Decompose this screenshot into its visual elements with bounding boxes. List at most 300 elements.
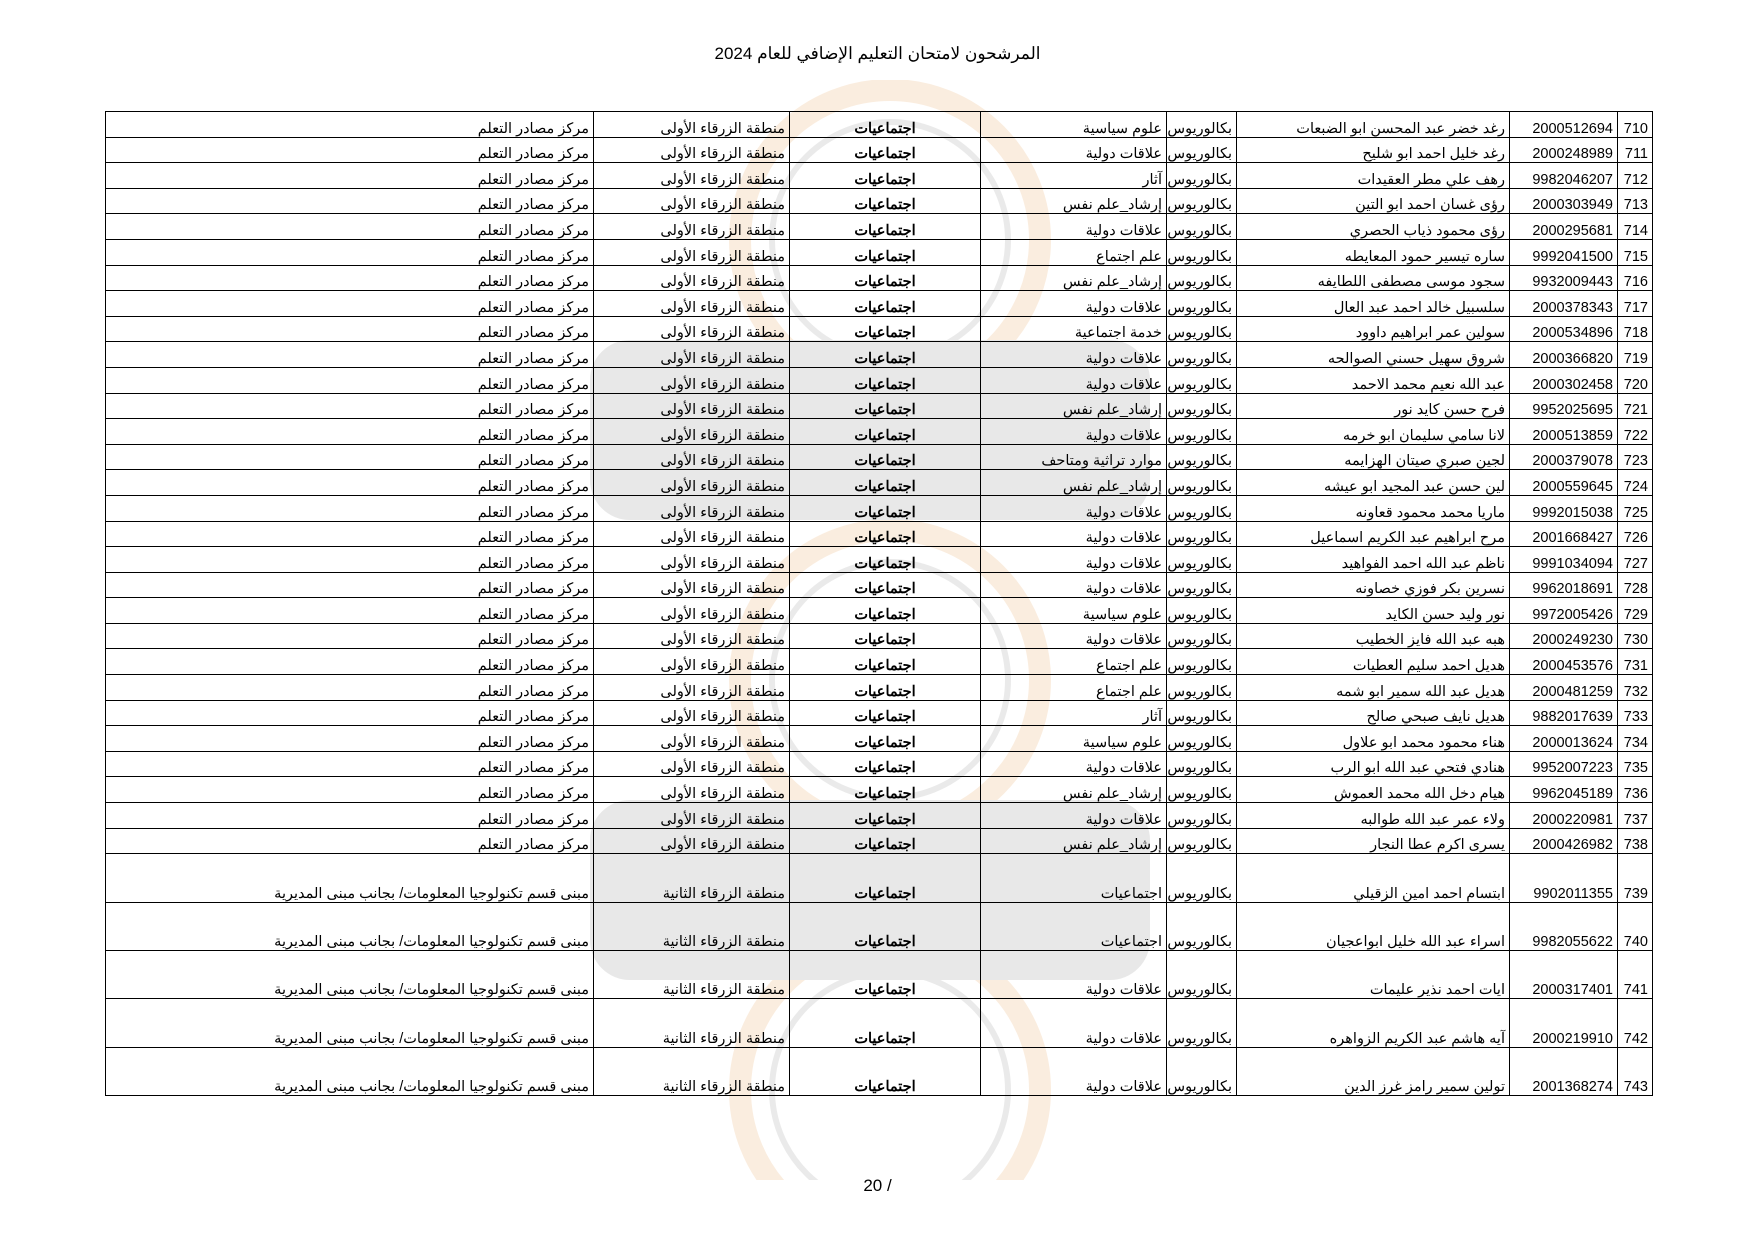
candidate-name-cell: هيام دخل الله محمد العموش <box>1237 777 1510 803</box>
major-cell: اجتماعيات <box>981 854 1167 902</box>
candidate-name-cell: رهف علي مطر العقيدات <box>1237 163 1510 189</box>
degree-cell: بكالوريوس <box>1167 214 1237 240</box>
major-cell: علاقات دولية <box>981 751 1167 777</box>
degree-cell: بكالوريوس <box>1167 291 1237 317</box>
exam-center-cell: مركز مصادر التعلم <box>106 112 594 138</box>
table-row <box>106 598 1653 624</box>
table-row <box>106 470 1653 496</box>
degree-cell: بكالوريوس <box>1167 470 1237 496</box>
region-cell: منطقة الزرقاء الأولى <box>594 572 790 598</box>
table-row <box>106 342 1653 368</box>
candidate-name-cell: هديل عبد الله سمير ابو شمه <box>1237 675 1510 701</box>
exam-center-cell: مركز مصادر التعلم <box>106 751 594 777</box>
national-id-cell: 9882017639 <box>1510 700 1618 726</box>
exam-field-cell: اجتماعيات <box>790 854 981 902</box>
table-row <box>106 419 1653 445</box>
row-number-cell: 711 <box>1618 137 1653 163</box>
exam-center-cell: مركز مصادر التعلم <box>106 572 594 598</box>
region-cell: منطقة الزرقاء الثانية <box>594 854 790 902</box>
major-cell: علاقات دولية <box>981 342 1167 368</box>
row-number-cell: 718 <box>1618 316 1653 342</box>
region-cell: منطقة الزرقاء الأولى <box>594 291 790 317</box>
exam-center-cell: مركز مصادر التعلم <box>106 649 594 675</box>
degree-cell: بكالوريوس <box>1167 803 1237 829</box>
table-row <box>106 547 1653 573</box>
exam-field-cell: اجتماعيات <box>790 521 981 547</box>
table-row <box>106 828 1653 854</box>
degree-cell: بكالوريوس <box>1167 112 1237 138</box>
major-cell: علاقات دولية <box>981 367 1167 393</box>
national-id-cell: 9952007223 <box>1510 751 1618 777</box>
row-number-cell: 721 <box>1618 393 1653 419</box>
candidate-name-cell: يسرى اكرم عطا النجار <box>1237 828 1510 854</box>
exam-center-cell: مركز مصادر التعلم <box>106 342 594 368</box>
region-cell: منطقة الزرقاء الأولى <box>594 726 790 752</box>
major-cell: علم اجتماع <box>981 239 1167 265</box>
region-cell: منطقة الزرقاء الأولى <box>594 316 790 342</box>
exam-center-cell: مركز مصادر التعلم <box>106 547 594 573</box>
row-number-cell: 719 <box>1618 342 1653 368</box>
region-cell: منطقة الزرقاء الثانية <box>594 1047 790 1095</box>
region-cell: منطقة الزرقاء الأولى <box>594 649 790 675</box>
candidate-name-cell: مرح ابراهيم عبد الكريم اسماعيل <box>1237 521 1510 547</box>
row-number-cell: 726 <box>1618 521 1653 547</box>
degree-cell: بكالوريوس <box>1167 828 1237 854</box>
national-id-cell: 2000534896 <box>1510 316 1618 342</box>
major-cell: علوم سياسية <box>981 726 1167 752</box>
candidate-name-cell: هبه عبد الله فايز الخطيب <box>1237 623 1510 649</box>
region-cell: منطقة الزرقاء الأولى <box>594 700 790 726</box>
table-row <box>106 649 1653 675</box>
region-cell: منطقة الزرقاء الثانية <box>594 951 790 999</box>
table-row <box>106 854 1653 902</box>
table-row <box>106 316 1653 342</box>
row-number-cell: 712 <box>1618 163 1653 189</box>
degree-cell: بكالوريوس <box>1167 1047 1237 1095</box>
exam-center-cell: مركز مصادر التعلم <box>106 598 594 624</box>
national-id-cell: 9962045189 <box>1510 777 1618 803</box>
table-row <box>106 902 1653 950</box>
degree-cell: بكالوريوس <box>1167 342 1237 368</box>
exam-field-cell: اجتماعيات <box>790 572 981 598</box>
row-number-cell: 722 <box>1618 419 1653 445</box>
degree-cell: بكالوريوس <box>1167 239 1237 265</box>
exam-field-cell: اجتماعيات <box>790 751 981 777</box>
table-row <box>106 291 1653 317</box>
degree-cell: بكالوريوس <box>1167 902 1237 950</box>
degree-cell: بكالوريوس <box>1167 649 1237 675</box>
exam-field-cell: اجتماعيات <box>790 675 981 701</box>
exam-center-cell: مركز مصادر التعلم <box>106 188 594 214</box>
row-number-cell: 715 <box>1618 239 1653 265</box>
region-cell: منطقة الزرقاء الأولى <box>594 342 790 368</box>
major-cell: آثار <box>981 700 1167 726</box>
degree-cell: بكالوريوس <box>1167 726 1237 752</box>
degree-cell: بكالوريوس <box>1167 495 1237 521</box>
exam-field-cell: اجتماعيات <box>790 214 981 240</box>
table-row <box>106 137 1653 163</box>
region-cell: منطقة الزرقاء الأولى <box>594 367 790 393</box>
national-id-cell: 2000220981 <box>1510 803 1618 829</box>
table-row <box>106 951 1653 999</box>
major-cell: علاقات دولية <box>981 623 1167 649</box>
exam-center-cell: مركز مصادر التعلم <box>106 419 594 445</box>
candidate-name-cell: سجود موسى مصطفى اللطايفه <box>1237 265 1510 291</box>
exam-field-cell: اجتماعيات <box>790 828 981 854</box>
exam-field-cell: اجتماعيات <box>790 137 981 163</box>
region-cell: منطقة الزرقاء الثانية <box>594 999 790 1047</box>
table-row <box>106 572 1653 598</box>
national-id-cell: 2000513859 <box>1510 419 1618 445</box>
major-cell: إرشاد_علم نفس <box>981 777 1167 803</box>
exam-center-cell: مركز مصادر التعلم <box>106 777 594 803</box>
region-cell: منطقة الزرقاء الأولى <box>594 137 790 163</box>
table-row <box>106 495 1653 521</box>
row-number-cell: 728 <box>1618 572 1653 598</box>
candidate-name-cell: لين حسن عبد المجيد ابو عيشه <box>1237 470 1510 496</box>
region-cell: منطقة الزرقاء الأولى <box>594 751 790 777</box>
row-number-cell: 735 <box>1618 751 1653 777</box>
national-id-cell: 2000013624 <box>1510 726 1618 752</box>
region-cell: منطقة الزرقاء الأولى <box>594 598 790 624</box>
table-row <box>106 521 1653 547</box>
region-cell: منطقة الزرقاء الأولى <box>594 547 790 573</box>
region-cell: منطقة الزرقاء الأولى <box>594 112 790 138</box>
national-id-cell: 2001368274 <box>1510 1047 1618 1095</box>
region-cell: منطقة الزرقاء الأولى <box>594 188 790 214</box>
national-id-cell: 2000453576 <box>1510 649 1618 675</box>
row-number-cell: 724 <box>1618 470 1653 496</box>
row-number-cell: 742 <box>1618 999 1653 1047</box>
table-row <box>106 188 1653 214</box>
row-number-cell: 710 <box>1618 112 1653 138</box>
row-number-cell: 741 <box>1618 951 1653 999</box>
region-cell: منطقة الزرقاء الأولى <box>594 777 790 803</box>
major-cell: علم اجتماع <box>981 649 1167 675</box>
exam-field-cell: اجتماعيات <box>790 547 981 573</box>
candidate-name-cell: عبد الله نعيم محمد الاحمد <box>1237 367 1510 393</box>
degree-cell: بكالوريوس <box>1167 777 1237 803</box>
degree-cell: بكالوريوس <box>1167 265 1237 291</box>
exam-field-cell: اجتماعيات <box>790 999 981 1047</box>
exam-field-cell: اجتماعيات <box>790 163 981 189</box>
candidate-name-cell: هنادي فتحي عبد الله ابو الرب <box>1237 751 1510 777</box>
exam-field-cell: اجتماعيات <box>790 188 981 214</box>
national-id-cell: 2000426982 <box>1510 828 1618 854</box>
exam-field-cell: اجتماعيات <box>790 342 981 368</box>
exam-field-cell: اجتماعيات <box>790 803 981 829</box>
major-cell: إرشاد_علم نفس <box>981 470 1167 496</box>
table-row <box>106 393 1653 419</box>
candidate-name-cell: رغد خضر عبد المحسن ابو الضبعات <box>1237 112 1510 138</box>
exam-center-cell: مركز مصادر التعلم <box>106 316 594 342</box>
candidate-name-cell: شروق سهيل حسني الصوالحه <box>1237 342 1510 368</box>
exam-center-cell: مركز مصادر التعلم <box>106 828 594 854</box>
major-cell: إرشاد_علم نفس <box>981 393 1167 419</box>
region-cell: منطقة الزرقاء الأولى <box>594 803 790 829</box>
degree-cell: بكالوريوس <box>1167 444 1237 470</box>
exam-center-cell: مركز مصادر التعلم <box>106 265 594 291</box>
candidate-name-cell: سولين عمر ابراهيم داوود <box>1237 316 1510 342</box>
exam-center-cell: مركز مصادر التعلم <box>106 239 594 265</box>
major-cell: علاقات دولية <box>981 214 1167 240</box>
major-cell: علاقات دولية <box>981 1047 1167 1095</box>
degree-cell: بكالوريوس <box>1167 521 1237 547</box>
exam-center-cell: مركز مصادر التعلم <box>106 521 594 547</box>
exam-center-cell: مركز مصادر التعلم <box>106 470 594 496</box>
exam-center-cell: مركز مصادر التعلم <box>106 726 594 752</box>
table-row <box>106 675 1653 701</box>
row-number-cell: 723 <box>1618 444 1653 470</box>
table-row <box>106 751 1653 777</box>
degree-cell: بكالوريوس <box>1167 598 1237 624</box>
row-number-cell: 716 <box>1618 265 1653 291</box>
exam-field-cell: اجتماعيات <box>790 393 981 419</box>
national-id-cell: 2000249230 <box>1510 623 1618 649</box>
national-id-cell: 9982055622 <box>1510 902 1618 950</box>
exam-center-cell: مركز مصادر التعلم <box>106 367 594 393</box>
row-number-cell: 734 <box>1618 726 1653 752</box>
candidate-name-cell: هديل نايف صبحي صالح <box>1237 700 1510 726</box>
candidate-name-cell: هديل احمد سليم العطيات <box>1237 649 1510 675</box>
exam-center-cell: مركز مصادر التعلم <box>106 137 594 163</box>
table-row <box>106 1047 1653 1095</box>
row-number-cell: 738 <box>1618 828 1653 854</box>
candidate-name-cell: اسراء عبد الله خليل ابواعجيان <box>1237 902 1510 950</box>
national-id-cell: 2000379078 <box>1510 444 1618 470</box>
degree-cell: بكالوريوس <box>1167 316 1237 342</box>
page-title: المرشحون لامتحان التعليم الإضافي للعام 2024 <box>714 44 1041 63</box>
national-id-cell: 2000303949 <box>1510 188 1618 214</box>
exam-field-cell: اجتماعيات <box>790 649 981 675</box>
candidate-name-cell: سلسبيل خالد احمد عبد العال <box>1237 291 1510 317</box>
row-number-cell: 713 <box>1618 188 1653 214</box>
row-number-cell: 720 <box>1618 367 1653 393</box>
candidate-name-cell: ناظم عبد الله احمد الفواهيد <box>1237 547 1510 573</box>
region-cell: منطقة الزرقاء الأولى <box>594 163 790 189</box>
candidate-name-cell: هناء محمود محمد ابو علاول <box>1237 726 1510 752</box>
degree-cell: بكالوريوس <box>1167 854 1237 902</box>
region-cell: منطقة الزرقاء الأولى <box>594 521 790 547</box>
exam-field-cell: اجتماعيات <box>790 700 981 726</box>
major-cell: إرشاد_علم نفس <box>981 265 1167 291</box>
national-id-cell: 9962018691 <box>1510 572 1618 598</box>
national-id-cell: 2000248989 <box>1510 137 1618 163</box>
national-id-cell: 9972005426 <box>1510 598 1618 624</box>
page-number: 20 / <box>863 1176 892 1195</box>
exam-center-cell: مركز مصادر التعلم <box>106 444 594 470</box>
national-id-cell: 9902011355 <box>1510 854 1618 902</box>
national-id-cell: 9982046207 <box>1510 163 1618 189</box>
degree-cell: بكالوريوس <box>1167 137 1237 163</box>
national-id-cell: 2000302458 <box>1510 367 1618 393</box>
row-number-cell: 727 <box>1618 547 1653 573</box>
major-cell: خدمة اجتماعية <box>981 316 1167 342</box>
exam-center-cell: مبنى قسم تكنولوجيا المعلومات/ بجانب مبنى المديرية <box>106 999 594 1047</box>
degree-cell: بكالوريوس <box>1167 700 1237 726</box>
exam-field-cell: اجتماعيات <box>790 367 981 393</box>
exam-center-cell: مبنى قسم تكنولوجيا المعلومات/ بجانب مبنى المديرية <box>106 854 594 902</box>
region-cell: منطقة الزرقاء الأولى <box>594 828 790 854</box>
row-number-cell: 730 <box>1618 623 1653 649</box>
exam-center-cell: مركز مصادر التعلم <box>106 163 594 189</box>
major-cell: موارد تراثية ومتاحف <box>981 444 1167 470</box>
major-cell: علوم سياسية <box>981 112 1167 138</box>
region-cell: منطقة الزرقاء الأولى <box>594 495 790 521</box>
candidate-name-cell: ايات احمد نذير عليمات <box>1237 951 1510 999</box>
degree-cell: بكالوريوس <box>1167 675 1237 701</box>
row-number-cell: 736 <box>1618 777 1653 803</box>
exam-center-cell: مركز مصادر التعلم <box>106 214 594 240</box>
row-number-cell: 733 <box>1618 700 1653 726</box>
table-row <box>106 163 1653 189</box>
row-number-cell: 737 <box>1618 803 1653 829</box>
candidate-name-cell: نور وليد حسن الكايد <box>1237 598 1510 624</box>
exam-center-cell: مركز مصادر التعلم <box>106 803 594 829</box>
degree-cell: بكالوريوس <box>1167 419 1237 445</box>
candidate-name-cell: ماريا محمد محمود قعاونه <box>1237 495 1510 521</box>
major-cell: علاقات دولية <box>981 495 1167 521</box>
major-cell: علاقات دولية <box>981 291 1167 317</box>
national-id-cell: 2000559645 <box>1510 470 1618 496</box>
row-number-cell: 714 <box>1618 214 1653 240</box>
degree-cell: بكالوريوس <box>1167 547 1237 573</box>
table-row <box>106 700 1653 726</box>
table-row <box>106 726 1653 752</box>
region-cell: منطقة الزرقاء الأولى <box>594 675 790 701</box>
degree-cell: بكالوريوس <box>1167 951 1237 999</box>
national-id-cell: 9991034094 <box>1510 547 1618 573</box>
candidates-table <box>105 111 1653 1096</box>
row-number-cell: 740 <box>1618 902 1653 950</box>
national-id-cell: 9992041500 <box>1510 239 1618 265</box>
region-cell: منطقة الزرقاء الأولى <box>594 393 790 419</box>
degree-cell: بكالوريوس <box>1167 999 1237 1047</box>
national-id-cell: 2000317401 <box>1510 951 1618 999</box>
candidate-name-cell: نسرين بكر فوزي خصاونه <box>1237 572 1510 598</box>
degree-cell: بكالوريوس <box>1167 393 1237 419</box>
table-row <box>106 214 1653 240</box>
national-id-cell: 2001668427 <box>1510 521 1618 547</box>
table-row <box>106 367 1653 393</box>
major-cell: علاقات دولية <box>981 419 1167 445</box>
region-cell: منطقة الزرقاء الأولى <box>594 419 790 445</box>
row-number-cell: 717 <box>1618 291 1653 317</box>
exam-field-cell: اجتماعيات <box>790 902 981 950</box>
national-id-cell: 9992015038 <box>1510 495 1618 521</box>
row-number-cell: 743 <box>1618 1047 1653 1095</box>
major-cell: علم اجتماع <box>981 675 1167 701</box>
table-row <box>106 265 1653 291</box>
degree-cell: بكالوريوس <box>1167 367 1237 393</box>
exam-center-cell: مركز مصادر التعلم <box>106 495 594 521</box>
row-number-cell: 731 <box>1618 649 1653 675</box>
region-cell: منطقة الزرقاء الأولى <box>594 265 790 291</box>
national-id-cell: 2000378343 <box>1510 291 1618 317</box>
exam-field-cell: اجتماعيات <box>790 291 981 317</box>
candidate-name-cell: رغد خليل احمد ابو شليح <box>1237 137 1510 163</box>
degree-cell: بكالوريوس <box>1167 188 1237 214</box>
exam-field-cell: اجتماعيات <box>790 112 981 138</box>
exam-field-cell: اجتماعيات <box>790 470 981 496</box>
candidate-name-cell: ابتسام احمد امين الزقيلي <box>1237 854 1510 902</box>
national-id-cell: 9952025695 <box>1510 393 1618 419</box>
candidate-name-cell: ساره تيسير حمود المعايطه <box>1237 239 1510 265</box>
major-cell: إرشاد_علم نفس <box>981 828 1167 854</box>
national-id-cell: 2000366820 <box>1510 342 1618 368</box>
table-row <box>106 777 1653 803</box>
major-cell: علاقات دولية <box>981 803 1167 829</box>
exam-field-cell: اجتماعيات <box>790 239 981 265</box>
row-number-cell: 729 <box>1618 598 1653 624</box>
region-cell: منطقة الزرقاء الأولى <box>594 444 790 470</box>
major-cell: علاقات دولية <box>981 999 1167 1047</box>
exam-field-cell: اجتماعيات <box>790 777 981 803</box>
table-row <box>106 444 1653 470</box>
exam-field-cell: اجتماعيات <box>790 444 981 470</box>
row-number-cell: 725 <box>1618 495 1653 521</box>
candidate-name-cell: فرح حسن كايد نور <box>1237 393 1510 419</box>
candidate-name-cell: تولين سمير رامز غرز الدين <box>1237 1047 1510 1095</box>
exam-center-cell: مركز مصادر التعلم <box>106 291 594 317</box>
major-cell: علاقات دولية <box>981 572 1167 598</box>
candidate-name-cell: لجين صبري صيتان الهزايمه <box>1237 444 1510 470</box>
exam-field-cell: اجتماعيات <box>790 598 981 624</box>
degree-cell: بكالوريوس <box>1167 572 1237 598</box>
exam-field-cell: اجتماعيات <box>790 951 981 999</box>
exam-field-cell: اجتماعيات <box>790 316 981 342</box>
national-id-cell: 2000481259 <box>1510 675 1618 701</box>
national-id-cell: 2000219910 <box>1510 999 1618 1047</box>
degree-cell: بكالوريوس <box>1167 751 1237 777</box>
national-id-cell: 2000512694 <box>1510 112 1618 138</box>
degree-cell: بكالوريوس <box>1167 163 1237 189</box>
table-row <box>106 239 1653 265</box>
exam-center-cell: مبنى قسم تكنولوجيا المعلومات/ بجانب مبنى المديرية <box>106 902 594 950</box>
exam-field-cell: اجتماعيات <box>790 265 981 291</box>
major-cell: علاقات دولية <box>981 137 1167 163</box>
region-cell: منطقة الزرقاء الأولى <box>594 239 790 265</box>
table-row <box>106 999 1653 1047</box>
exam-center-cell: مركز مصادر التعلم <box>106 623 594 649</box>
exam-center-cell: مبنى قسم تكنولوجيا المعلومات/ بجانب مبنى المديرية <box>106 951 594 999</box>
exam-center-cell: مبنى قسم تكنولوجيا المعلومات/ بجانب مبنى المديرية <box>106 1047 594 1095</box>
national-id-cell: 9932009443 <box>1510 265 1618 291</box>
exam-center-cell: مركز مصادر التعلم <box>106 700 594 726</box>
national-id-cell: 2000295681 <box>1510 214 1618 240</box>
region-cell: منطقة الزرقاء الأولى <box>594 470 790 496</box>
degree-cell: بكالوريوس <box>1167 623 1237 649</box>
row-number-cell: 739 <box>1618 854 1653 902</box>
candidate-name-cell: آيه هاشم عبد الكريم الزواهره <box>1237 999 1510 1047</box>
table-row <box>106 623 1653 649</box>
exam-center-cell: مركز مصادر التعلم <box>106 675 594 701</box>
major-cell: علاقات دولية <box>981 521 1167 547</box>
exam-center-cell: مركز مصادر التعلم <box>106 393 594 419</box>
table-row <box>106 803 1653 829</box>
region-cell: منطقة الزرقاء الأولى <box>594 214 790 240</box>
major-cell: آثار <box>981 163 1167 189</box>
major-cell: اجتماعيات <box>981 902 1167 950</box>
exam-field-cell: اجتماعيات <box>790 1047 981 1095</box>
exam-field-cell: اجتماعيات <box>790 419 981 445</box>
candidate-name-cell: رؤى غسان احمد ابو التين <box>1237 188 1510 214</box>
major-cell: علاقات دولية <box>981 547 1167 573</box>
major-cell: إرشاد_علم نفس <box>981 188 1167 214</box>
row-number-cell: 732 <box>1618 675 1653 701</box>
exam-field-cell: اجتماعيات <box>790 495 981 521</box>
table-row <box>106 112 1653 138</box>
